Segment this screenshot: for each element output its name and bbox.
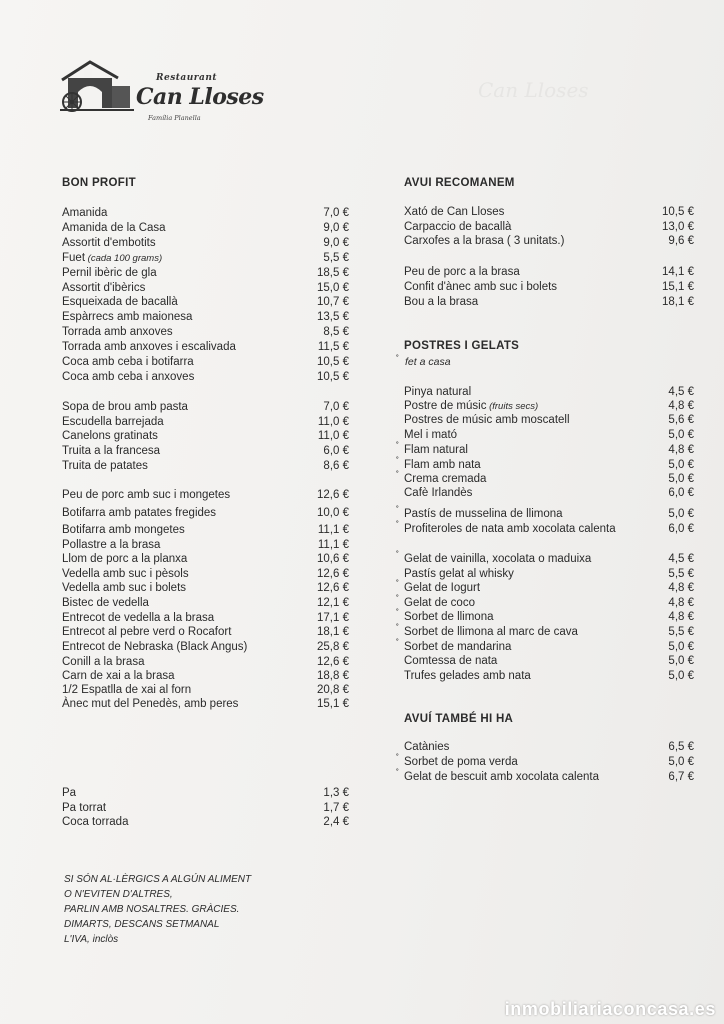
menu-item-price: 5,6 € bbox=[668, 414, 694, 426]
logo-restaurant-text: Restaurant bbox=[156, 73, 218, 83]
menu-item-name: Ànec mut del Penedès, amb peres bbox=[62, 698, 239, 710]
item-name-text: Amanida de la Casa bbox=[62, 221, 166, 234]
item-name-text: Crema cremada bbox=[404, 473, 487, 485]
menu-item-price: 5,0 € bbox=[668, 508, 694, 520]
menu-item-name bbox=[62, 355, 194, 369]
menu-item-name bbox=[62, 415, 164, 429]
menu-item-price: 12,6 € bbox=[317, 582, 349, 594]
homemade-mark: ˚ bbox=[396, 505, 399, 515]
item-name-text: Coca amb ceba i botifarra bbox=[62, 356, 194, 368]
item-name-text: Torrada amb anxoves bbox=[62, 326, 173, 339]
menu-item-name bbox=[404, 755, 518, 769]
menu-item-name bbox=[62, 444, 160, 458]
menu-item-name bbox=[62, 251, 162, 266]
item-name-text: Sorbet de poma verda bbox=[404, 755, 518, 768]
menu-item-name bbox=[62, 815, 128, 829]
menu-item-name bbox=[62, 786, 76, 800]
item-name-text: Catànies bbox=[404, 741, 450, 753]
item-name-text: Gelat de coco bbox=[404, 596, 475, 609]
item-name-text: Fuet bbox=[62, 251, 86, 264]
homemade-mark: ˚ bbox=[396, 441, 399, 451]
menu-item-name bbox=[404, 669, 531, 683]
menu-item-name bbox=[62, 488, 230, 502]
menu-item-price: 4,5 € bbox=[668, 386, 694, 398]
menu-item-price: 11,0 € bbox=[317, 415, 349, 428]
item-name-text: Pernil ibèric de gla bbox=[62, 266, 157, 279]
menu-item-name bbox=[62, 295, 178, 309]
menu-item-price: 18,5 € bbox=[317, 266, 349, 279]
menu-item-price: 20,8 € bbox=[317, 684, 349, 696]
menu-item-price: 5,5 € bbox=[668, 567, 694, 580]
allergy-line: PARLIN AMB NOSALTRES. GRÀCIES. bbox=[64, 904, 240, 915]
menu-item-name: Entrecot de Nebraska (Black Angus) bbox=[62, 641, 248, 653]
menu-item-name bbox=[404, 428, 457, 442]
show-through-text: Can Lloses bbox=[478, 78, 589, 102]
item-name-text: Pinya natural bbox=[404, 386, 472, 398]
menu-item-name: Vedella amb suc i bolets bbox=[62, 582, 187, 594]
homemade-mark: ˚ bbox=[396, 637, 399, 648]
menu-item-name bbox=[404, 234, 564, 248]
menu-item-price: 12,6 € bbox=[317, 656, 349, 668]
item-name-text: Gelat de vainilla, xocolata o maduixa bbox=[404, 553, 592, 565]
menu-item-name bbox=[62, 801, 106, 815]
menu-item-price: 18,1 € bbox=[317, 626, 349, 638]
menu-item-price: 5,0 € bbox=[668, 755, 694, 768]
menu-item-name bbox=[404, 740, 449, 754]
homemade-mark: ˚ bbox=[396, 752, 399, 763]
menu-item-price: 5,0 € bbox=[668, 429, 694, 441]
menu-item-price: 18,1 € bbox=[662, 295, 694, 308]
menu-item-name: Pollastre a la brasa bbox=[62, 539, 161, 551]
item-name-text: Sorbet de llimona bbox=[404, 611, 494, 624]
item-name-text: Pastís de musselina de llimona bbox=[404, 508, 563, 520]
item-name-text: Carpaccio de bacallà bbox=[404, 220, 512, 233]
menu-item-price: 17,1 € bbox=[317, 612, 349, 624]
menu-item-price: 12,6 € bbox=[317, 489, 349, 501]
homemade-note: fet a casa bbox=[405, 356, 451, 368]
item-name-text: Escudella barrejada bbox=[62, 415, 164, 428]
menu-item-price: 9,0 € bbox=[323, 236, 349, 249]
item-name-text: Coca amb ceba i anxoves bbox=[62, 370, 195, 383]
menu-item-price: 13,0 € bbox=[662, 220, 694, 233]
menu-item-price: 5,0 € bbox=[668, 640, 694, 653]
homemade-mark: ˚ bbox=[396, 579, 399, 590]
menu-item-name bbox=[404, 522, 616, 536]
item-name-text: Comtessa de nata bbox=[404, 655, 498, 668]
menu-item-price: 10,5 € bbox=[662, 206, 694, 218]
menu-item-name: 1/2 Espatlla de xai al forn bbox=[62, 684, 192, 696]
item-name-text: Canelons gratinats bbox=[62, 430, 158, 443]
menu-item-name bbox=[404, 507, 563, 521]
menu-item-price: 12,6 € bbox=[317, 568, 349, 580]
allergy-note bbox=[64, 872, 251, 947]
menu-item-price: 12,1 € bbox=[317, 597, 349, 609]
menu-item-price: 15,1 € bbox=[662, 280, 694, 293]
menu-item-name bbox=[62, 266, 157, 280]
menu-item-name bbox=[404, 205, 504, 219]
menu-item-price: 5,5 € bbox=[323, 251, 349, 264]
homemade-mark: ˚ bbox=[396, 550, 399, 560]
menu-item-price: 9,0 € bbox=[323, 221, 349, 234]
homemade-mark: ˚ bbox=[396, 456, 399, 466]
homemade-mark: ˚ bbox=[396, 623, 399, 633]
menu-item-price: 2,4 € bbox=[323, 816, 349, 829]
menu-item-name: Entrecot al pebre verd o Rocafort bbox=[62, 626, 232, 638]
menu-item-price: 10,7 € bbox=[317, 296, 349, 309]
allergy-line: SI SÓN AL·LÈRGICS A ALGÚN ALIMENT bbox=[64, 874, 252, 885]
item-name-text: Cafè Irlandès bbox=[404, 487, 473, 499]
section-title-bon-profit: BON PROFIT bbox=[62, 177, 136, 189]
menu-item-price: 15,1 € bbox=[317, 698, 349, 710]
item-name-text: Pastís gelat al whisky bbox=[404, 567, 514, 580]
item-name-text: Esqueixada de bacallà bbox=[62, 296, 178, 309]
item-name-text: Postres de músic amb moscatell bbox=[404, 414, 570, 426]
menu-item-price: 9,6 € bbox=[668, 235, 694, 247]
menu-item-name bbox=[404, 413, 570, 427]
menu-item-price: 15,0 € bbox=[317, 281, 349, 294]
item-name-text: Postre de músic bbox=[404, 400, 487, 412]
item-name-text: Truita a la francesa bbox=[62, 445, 161, 458]
allergy-line: L'IVA, inclòs bbox=[64, 934, 119, 945]
item-name-text: Coca torrada bbox=[62, 816, 129, 829]
menu-item-name: Conill a la brasa bbox=[62, 656, 145, 668]
menu-item-price: 4,8 € bbox=[668, 611, 694, 624]
menu-item-name bbox=[62, 310, 192, 324]
item-name-text: Mel i mató bbox=[404, 429, 458, 441]
menu-item-price: 6,7 € bbox=[668, 770, 694, 783]
item-name-text: Assortit d'ibèrics bbox=[62, 281, 146, 294]
menu-item-price: 4,8 € bbox=[668, 582, 694, 595]
restaurant-logo bbox=[60, 58, 264, 128]
homemade-mark: ˚ bbox=[396, 767, 399, 778]
menu-item-name bbox=[62, 459, 148, 473]
menu-item-price: 7,0 € bbox=[323, 207, 349, 219]
homemade-mark: ˚ bbox=[396, 520, 399, 530]
menu-item-price: 10,5 € bbox=[317, 356, 349, 368]
menu-item-name bbox=[404, 486, 472, 500]
watermark: inmobiliariaconcasa.es bbox=[504, 999, 716, 1019]
menu-item-name bbox=[62, 281, 145, 295]
homemade-mark: ˚ bbox=[396, 593, 399, 604]
menu-item-price: 5,0 € bbox=[668, 669, 694, 682]
menu-item-price: 5,0 € bbox=[668, 655, 694, 668]
item-name-text: Profiteroles de nata amb xocolata calenta bbox=[404, 523, 616, 535]
menu-item-name bbox=[62, 340, 236, 354]
menu-item-name: Carn de xai a la brasa bbox=[62, 670, 175, 682]
menu-item-name bbox=[404, 265, 520, 279]
menu-item-name bbox=[404, 280, 557, 294]
menu-item-price: 5,5 € bbox=[668, 626, 694, 638]
menu-item-price: 10,6 € bbox=[317, 553, 349, 565]
menu-item-price: 4,5 € bbox=[668, 553, 694, 565]
section-title-tambe-hi-ha: AVUÍ TAMBÉ HI HA bbox=[404, 713, 514, 725]
logo-family-text: Família Planella bbox=[148, 114, 201, 122]
menu-item-price: 6,0 € bbox=[668, 487, 694, 499]
item-name-text: Sopa de brou amb pasta bbox=[62, 401, 188, 413]
homemade-mark: ˚ bbox=[396, 354, 399, 364]
menu-item-name bbox=[404, 581, 480, 595]
menu-item-name bbox=[62, 236, 156, 250]
item-name-text: Xató de Can Lloses bbox=[404, 206, 505, 218]
menu-item-name bbox=[62, 325, 173, 339]
item-note: (cada 100 grams) bbox=[85, 252, 163, 264]
menu-item-name bbox=[62, 221, 166, 235]
menu-item-price: 6,0 € bbox=[668, 523, 694, 535]
item-name-text: Espàrrecs amb maionesa bbox=[62, 311, 193, 324]
menu-item-name bbox=[404, 596, 475, 610]
menu-item-price: 10,5 € bbox=[317, 370, 349, 383]
item-name-text: Assortit d'embotits bbox=[62, 236, 156, 249]
menu-item-name: Vedella amb suc i pèsols bbox=[62, 568, 189, 580]
item-name-text: Truita de patates bbox=[62, 459, 148, 472]
menu-item-name bbox=[404, 552, 591, 566]
menu-item-name bbox=[62, 370, 194, 384]
menu-item-price: 4,8 € bbox=[668, 400, 694, 412]
menu-item-name bbox=[404, 654, 497, 668]
homemade-mark: ˚ bbox=[396, 470, 399, 480]
menu-item-name bbox=[62, 206, 107, 220]
menu-item-price: 11,1 € bbox=[317, 524, 349, 536]
menu-item-name bbox=[404, 472, 486, 486]
menu-item-price: 6,0 € bbox=[323, 445, 349, 458]
menu-item-name bbox=[62, 400, 188, 414]
menu-item-name bbox=[404, 458, 481, 472]
item-name-text: Peu de porc amb suc i mongetes bbox=[62, 489, 231, 501]
menu-item-name bbox=[404, 399, 538, 414]
logo-name: Can Lloses bbox=[136, 84, 264, 110]
menu-item-name: Bistec de vedella bbox=[62, 597, 149, 609]
menu-item-price: 11,5 € bbox=[317, 341, 349, 354]
menu-item-price: 8,6 € bbox=[323, 459, 349, 472]
menu-item-name: Botifarra amb mongetes bbox=[62, 524, 185, 536]
item-name-text: Flam amb nata bbox=[404, 459, 481, 471]
item-name-text: Flam natural bbox=[404, 444, 468, 456]
menu-item-price: 4,8 € bbox=[668, 596, 694, 609]
menu-item-name bbox=[404, 443, 468, 457]
menu-item-price: 11,0 € bbox=[317, 430, 349, 443]
menu-item-name bbox=[404, 220, 511, 234]
menu-item-price: 5,0 € bbox=[668, 473, 694, 485]
item-name-text: Bou a la brasa bbox=[404, 295, 479, 308]
menu-item-price: 14,1 € bbox=[662, 266, 694, 278]
menu-item-name: Llom de porc a la planxa bbox=[62, 553, 188, 565]
menu-item-price: 11,1 € bbox=[317, 539, 349, 551]
menu-item-name: Entrecot de vedella a la brasa bbox=[62, 612, 215, 624]
menu-item-price: 13,5 € bbox=[317, 311, 349, 324]
menu-item-name bbox=[404, 385, 471, 399]
menu-item-name bbox=[404, 770, 599, 784]
allergy-line: O N'EVITEN D'ALTRES, bbox=[64, 889, 173, 900]
menu-item-price: 1,3 € bbox=[323, 787, 349, 799]
item-note: (fruits secs) bbox=[486, 401, 539, 412]
item-name-text: Gelat de Iogurt bbox=[404, 582, 481, 595]
menu-item-name bbox=[404, 295, 478, 309]
menu-item-price: 25,8 € bbox=[317, 641, 349, 653]
menu-item-name bbox=[404, 610, 494, 624]
menu-item-price: 10,0 € bbox=[317, 507, 349, 519]
menu-item-name bbox=[404, 625, 578, 639]
menu-item-name: Botifarra amb patates fregides bbox=[62, 507, 217, 519]
menu-item-price: 4,8 € bbox=[668, 444, 694, 456]
section-title-avui-recomanem: AVUI RECOMANEM bbox=[404, 177, 515, 189]
item-name-text: Amanida bbox=[62, 207, 108, 219]
homemade-mark: ˚ bbox=[396, 608, 399, 619]
menu-item-price: 6,5 € bbox=[668, 741, 694, 753]
menu-item-price: 1,7 € bbox=[323, 801, 349, 814]
menu-item-price: 8,5 € bbox=[323, 326, 349, 339]
item-name-text: Sorbet de mandarina bbox=[404, 640, 512, 653]
menu-item-name bbox=[62, 429, 158, 443]
menu-item-name bbox=[404, 567, 514, 581]
item-name-text: Torrada amb anxoves i escalivada bbox=[62, 341, 236, 354]
item-name-text: Gelat de bescuit amb xocolata calenta bbox=[404, 770, 599, 783]
item-name-text: Pa torrat bbox=[62, 801, 107, 814]
menu-item-price: 7,0 € bbox=[323, 401, 349, 413]
menu-item-name bbox=[404, 640, 511, 654]
item-name-text: Peu de porc a la brasa bbox=[404, 266, 520, 278]
item-name-text: Carxofes a la brasa ( 3 unitats.) bbox=[404, 235, 565, 247]
menu-item-price: 5,0 € bbox=[668, 459, 694, 471]
item-name-text: Sorbet de llimona al marc de cava bbox=[404, 626, 578, 638]
menu-item-price: 18,8 € bbox=[317, 670, 349, 682]
item-name-text: Trufes gelades amb nata bbox=[404, 669, 531, 682]
item-name-text: Pa bbox=[62, 787, 77, 799]
allergy-line: DIMARTS, DESCANS SETMANAL bbox=[64, 919, 220, 930]
section-title-postres: POSTRES I GELATS bbox=[404, 340, 520, 352]
farmhouse-icon bbox=[60, 58, 136, 114]
item-name-text: Confit d'ànec amb suc i bolets bbox=[404, 280, 558, 293]
